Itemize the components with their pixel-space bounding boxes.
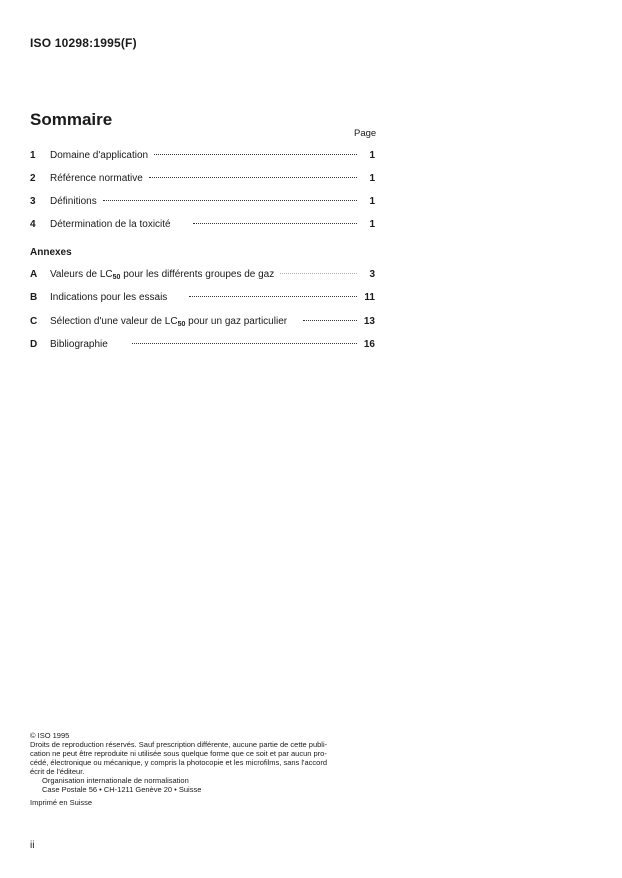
dot-leader [103,200,357,201]
rights-text: cédé, électronique ou mécanique, y compris la photocopie et les microfilms, sans l'accord [30,758,327,767]
dot-leader [149,177,357,178]
toc-entry-number: 3 [30,196,36,207]
document-id: ISO 10298:1995(F) [30,36,137,50]
toc-entry-label: Domaine d'application [50,150,149,161]
toc-entry-number: 4 [30,219,36,230]
subscript: 50 [112,274,121,281]
toc-entry-page: 1 [369,173,375,184]
annex-entry[interactable] [30,316,375,330]
annex-entry[interactable] [30,339,375,353]
toc-entry-page: 1 [369,219,375,230]
annex-letter: D [30,339,38,350]
annex-entry[interactable] [30,269,375,283]
organization-address: Case Postale 56 • CH-1211 Genève 20 • Suisse [42,785,202,794]
annex-page: 3 [369,269,375,280]
subscript: 50 [177,321,186,328]
dot-leader [154,154,357,155]
annexes-heading: Annexes [30,247,72,258]
dot-leader [189,296,357,297]
toc-entry-page: 1 [369,150,375,161]
rights-text: Droits de reproduction réservés. Sauf prescription différente, aucune partie de cette publi- [30,740,328,749]
contents-title: Sommaire [30,110,113,129]
toc-entry-label: Référence normative [50,173,143,184]
annex-page: 11 [364,292,375,303]
annex-label: Valeurs de $LC_{50}$ pour les différents groupes de gaz [50,269,275,281]
annex-label: Sélection d'une valeur de $LC_{50}$ pour un gaz particulier [50,316,288,328]
toc-entry-number: 2 [30,173,36,184]
annex-label: Indications pour les essais [50,292,168,303]
toc-entry[interactable] [30,173,375,187]
toc-entry-number: 1 [30,150,36,161]
toc-entry[interactable] [30,196,375,210]
annex-page: 16 [363,339,375,350]
rights-text: écrit de l'éditeur. [30,767,85,776]
dot-leader [132,343,357,344]
annex-letter: A [30,269,38,280]
annex-entry[interactable] [30,292,375,306]
annex-label: Bibliographie [50,339,108,350]
page-column-heading: Page [354,128,377,139]
annex-letter: C [30,316,38,327]
dot-leader [303,320,357,321]
organization-name: Organisation internationale de normalisation [42,776,189,785]
dot-leader [193,223,357,224]
annex-page: 13 [363,316,375,327]
annex-letter: B [30,292,38,303]
copyright-line: © ISO 1995 [30,731,70,740]
rights-text: cation ne peut être reproduite ni utilisée sous quelque forme que ce soit et par aucun pro- [30,749,327,758]
dot-leader [280,273,357,274]
toc-entry-label: Définitions [50,196,97,207]
toc-entry[interactable] [30,150,375,164]
copyright-notice [30,731,375,807]
toc-entry[interactable] [30,219,375,233]
toc-entry-label: Détermination de la toxicité [50,219,171,230]
toc-entry-page: 1 [369,196,375,207]
printed-in: Imprimé en Suisse [30,798,93,807]
page-number: ii [30,840,35,851]
